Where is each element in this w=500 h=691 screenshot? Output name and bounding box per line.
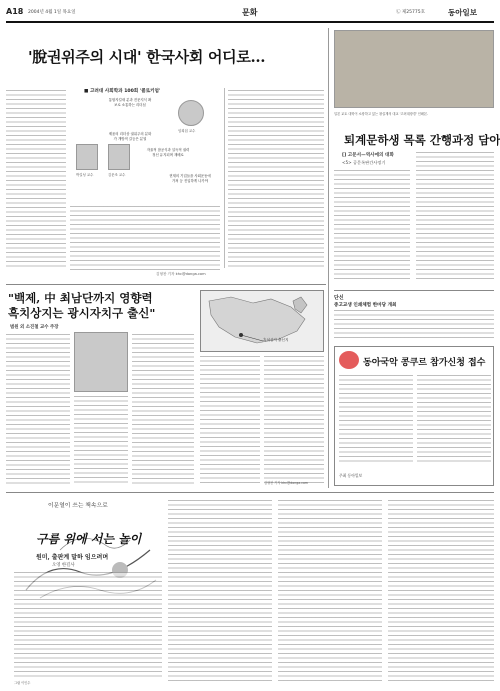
- portrait-caption-1: 박길성 교수: [76, 173, 94, 177]
- issue-date: 2004년 4월 1일 목요일: [28, 10, 76, 15]
- main-byline: 김형찬 기자 khc@donga.com: [156, 272, 206, 276]
- portrait-photo-2: [108, 144, 130, 170]
- review-text-col3: [278, 500, 382, 682]
- brief-item-1: 중고교생 인쇄체험 한마당 개최: [334, 303, 397, 308]
- masthead-rule: [6, 21, 494, 23]
- ad-heading: 동아국악 콩쿠르 참가신청 접수: [363, 358, 486, 368]
- quote-bubble-2: 제움의 리더상 권위주의 분화가 개방적 갈등은 분열: [108, 132, 152, 141]
- main-headline: '脫권위주의 시대' 한국사회 어디로…: [28, 48, 266, 66]
- portrait-photo-1: [76, 144, 98, 170]
- ad-text-col2: [417, 375, 491, 465]
- quote-bubble-1: 통합지킬새 분과 전문지식 확보로 소통하는 리더십: [108, 98, 152, 107]
- baekje-text-col5: [264, 356, 324, 484]
- masthead: [6, 7, 494, 19]
- review-author: 오영 한길사: [52, 563, 75, 568]
- right-article: [334, 28, 500, 286]
- quote-bubble-3: 자율적 참공식과 설득적 권력정신 유지되며 재배로: [146, 148, 190, 157]
- right-headline: 퇴계문하생 목록 간행과정 담아: [344, 133, 500, 147]
- series-title: [] 고문서—역사에의 대화: [342, 153, 394, 158]
- ad-footer: 주최 동아일보: [339, 473, 363, 478]
- quote-bubble-4: 현재의 기업들을 사회운동에 가져 등 진입하게 나가야: [169, 174, 211, 183]
- right-text-col1: [334, 170, 410, 282]
- baekje-headline-2: 흑치상지는 광시자치구 출신": [8, 306, 156, 320]
- baekje-text-col2: [74, 396, 128, 484]
- section-rule-1: [6, 284, 326, 285]
- portrait-photo-3: [178, 100, 204, 126]
- map-outline: [201, 291, 323, 351]
- baekje-article: [6, 290, 324, 488]
- right-rule: [334, 290, 494, 291]
- baekje-subtitle: 범원 외 소진철 교수 주장: [10, 325, 59, 330]
- page-vertical-rule: [328, 28, 329, 488]
- portrait-caption-2: 김문조 교수: [108, 173, 126, 177]
- scripture-photo: [334, 30, 494, 108]
- colloquium-box: [70, 88, 220, 202]
- brief-text: [334, 310, 494, 340]
- ad-logo-icon: [339, 351, 359, 369]
- review-text-col4: [388, 500, 494, 682]
- review-title: 구름 위에 서는 놀이: [36, 532, 142, 546]
- section-title: 문화: [242, 8, 258, 17]
- map-figure: [200, 290, 324, 352]
- baekje-byline: 김형찬 기자 khc@donga.com: [264, 481, 309, 485]
- right-middle: [334, 290, 494, 488]
- page-number: A18: [6, 7, 24, 16]
- main-article: [6, 28, 324, 281]
- review-subtitle: 원미, 출판계 말하 임으려며: [36, 554, 109, 561]
- main-text-bottom: [70, 206, 220, 270]
- column-divider: [224, 88, 225, 268]
- box-title: ■ 고려대 사회학과 100회 '콜로키엄': [84, 89, 161, 94]
- brief-title: 단신: [334, 295, 344, 301]
- baekje-text-col3: [132, 334, 194, 484]
- review-caption: 그림 이인수: [14, 681, 31, 685]
- series-subtitle: <5> 공문록판간사정기: [342, 160, 386, 165]
- portrait-caption-3: 임희섭 교수: [178, 129, 196, 133]
- ad-box: [334, 346, 494, 486]
- book-review: [6, 496, 494, 686]
- baekje-text-col4: [200, 356, 260, 484]
- baekje-text-col1: [6, 334, 70, 484]
- main-text-col1: [6, 90, 66, 270]
- review-text-col1: [14, 572, 162, 680]
- main-text-col3: [228, 90, 324, 270]
- baekje-headline-1: "백제, 中 최남단까지 영향력: [8, 291, 153, 305]
- review-kicker: 이문열이 쓰는 책속으로: [48, 503, 108, 509]
- newspaper-logo: 동아일보: [448, 8, 477, 17]
- photo-caption: 일본 교토 대학이 소장하고 있는 왕실계의 대교 '고려대장경' 인쇄본.: [334, 112, 429, 116]
- author-photo: [74, 332, 128, 392]
- section-rule-2: [6, 492, 494, 493]
- issue-number: ㉡ 제25775호: [396, 10, 425, 15]
- map-label: 흑치상지 출신지: [263, 338, 289, 342]
- ad-text-col1: [339, 375, 413, 465]
- review-text-col2: [168, 500, 272, 682]
- right-text-col2: [416, 152, 494, 282]
